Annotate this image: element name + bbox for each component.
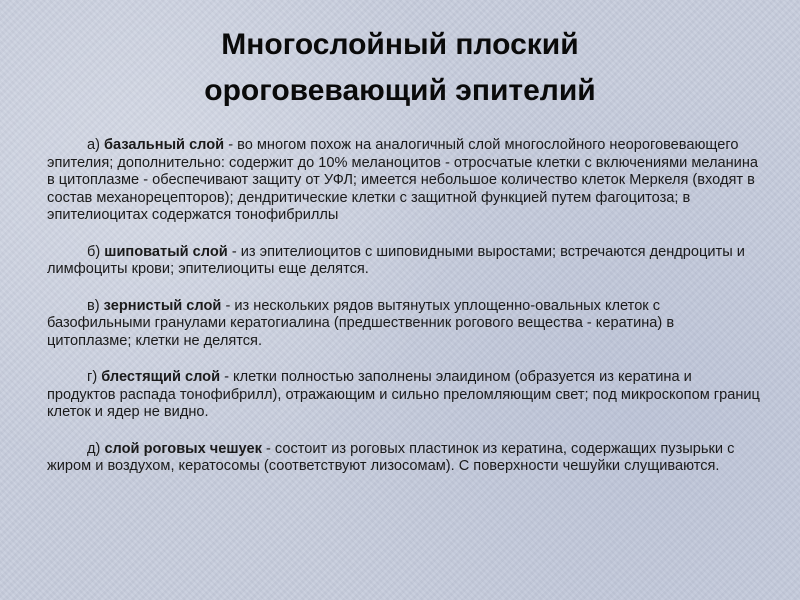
paragraph-text: - клетки полностью заполнены элаидином (образуется из кератина и продуктов распада тонофибрилл), отражающим и сильно преломляющим свет; под микроскопом границ клеток и ядер не видно. [47, 369, 760, 420]
paragraph-prefix: г) [87, 369, 102, 385]
paragraph-text: - во многом похож на аналогичный слой многослойного неороговевающего эпителия; дополнительно: содержит до 10% меланоцитов - отросчатые клетки с включениями меланина в цитоплазме - обеспечивают защиту от УФЛ; имеется небольшое количество клеток Меркеля (входят в состав механорецепторов); дендритические клетки с защитной функцией путем фагоцитоза; в эпителиоцитах содержатся тонофибриллы [47, 137, 759, 223]
term-basal-layer: базальный слой [104, 137, 225, 153]
paragraph-prefix: в) [87, 297, 104, 314]
slide-title-line-2: ороговевающий эпителий [204, 74, 596, 107]
paragraph-lucid-layer [47, 369, 762, 422]
slide-content [47, 137, 762, 495]
term-granular-layer: зернистый слой [103, 297, 222, 314]
paragraph-spinous-layer [47, 244, 762, 279]
paragraph-text: - из эпителиоцитов с шиповидными выростами; встречаются дендроциты и лимфоциты крови; эпителиоциты еще делятся. [47, 243, 745, 277]
paragraph-text: - из нескольких рядов вытянутых уплощенно-овальных клеток с базофильными гранулами кератогиалина (предшественник рогового вещества - кератина) в цитоплазме; клетки не делятся. [47, 297, 675, 349]
paragraph-prefix: д) [87, 440, 105, 457]
slide-title-line-1: Многослойный плоский [221, 28, 579, 61]
term-spinous-layer: шиповатый слой [104, 243, 228, 260]
paragraph-basal-layer [47, 137, 762, 225]
paragraph-prefix: б) [87, 243, 105, 260]
paragraph-granular-layer [47, 298, 762, 351]
paragraph-prefix: а) [87, 137, 105, 153]
paragraph-text: - состоит из роговых пластинок из кератина, содержащих пузырьки с жиром и воздухом, кератосомы (соответствуют лизосомам). С поверхности чешуйки слущиваются. [47, 440, 735, 474]
slide-title [0, 22, 800, 114]
paragraph-horny-layer [47, 441, 762, 476]
term-lucid-layer: блестящий слой [101, 369, 221, 385]
term-horny-layer: слой роговых чешуек [104, 440, 262, 457]
